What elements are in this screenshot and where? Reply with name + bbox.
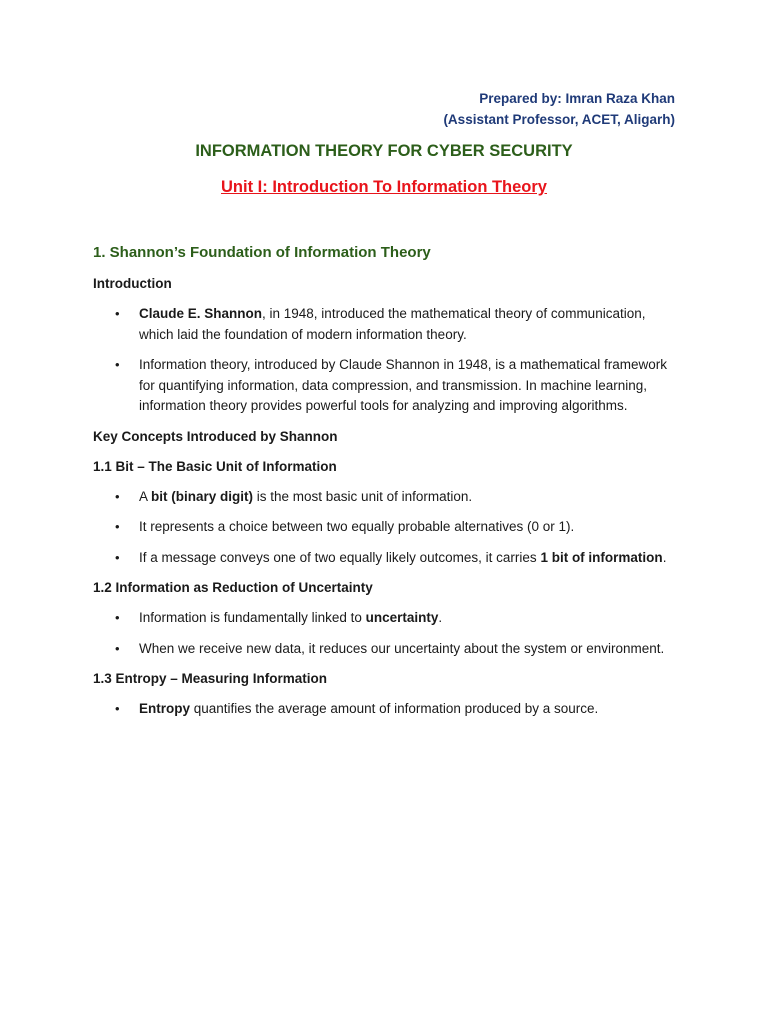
bold-term: 1 bit of information bbox=[540, 549, 663, 565]
bullet-text: quantifies the average amount of information produced by a source. bbox=[190, 701, 599, 716]
list-item bbox=[93, 355, 678, 417]
unit-title: Unit I: Introduction To Information Theory bbox=[221, 178, 547, 196]
list-item bbox=[93, 304, 678, 345]
bullet-text: , in 1948, introduced the mathematical theory of communication, which laid the foundation of modern information theory. bbox=[139, 306, 646, 342]
list-item bbox=[93, 608, 678, 629]
bullet-text: Information is fundamentally linked to bbox=[139, 610, 366, 625]
bold-term: Claude E. Shannon bbox=[139, 306, 263, 321]
key-concepts-heading: Key Concepts Introduced by Shannon bbox=[93, 428, 338, 444]
affiliation-line: (Assistant Professor, ACET, Aligarh) bbox=[443, 112, 675, 127]
bullet-text: If a message conveys one of two equally likely outcomes, it carries bbox=[139, 549, 541, 565]
list-item bbox=[93, 487, 678, 508]
bold-term: uncertainty bbox=[365, 610, 439, 625]
bullet-icon: • bbox=[115, 549, 120, 565]
bold-term: Entropy bbox=[139, 701, 191, 716]
bullet-icon: • bbox=[115, 640, 120, 656]
list-item bbox=[93, 699, 678, 720]
bold-term: bit (binary digit) bbox=[151, 488, 254, 504]
subsection-heading-1-3: 1.3 Entropy – Measuring Information bbox=[93, 671, 328, 686]
document-body bbox=[93, 242, 678, 730]
bullet-icon: • bbox=[115, 610, 120, 625]
bullet-icon: • bbox=[115, 306, 120, 321]
prepared-by-line: Prepared by: Imran Raza Khan bbox=[479, 91, 675, 106]
bullet-icon: • bbox=[115, 357, 120, 372]
bullet-icon: • bbox=[115, 488, 120, 504]
list-item bbox=[93, 517, 678, 538]
entropy-bullet-list bbox=[93, 699, 678, 720]
list-item bbox=[93, 548, 678, 569]
bullet-text: It represents a choice between two equally probable alternatives (0 or 1). bbox=[139, 519, 575, 534]
bullet-text: Information theory, introduced by Claude Shannon in 1948, is a mathematical framework for quantifying information, data compression, and transmission. In machine learning, information theory provides powerful tools for analyzing and improving algorithms. bbox=[139, 357, 668, 413]
bit-bullet-list bbox=[93, 487, 678, 569]
bullet-text: A bbox=[139, 488, 152, 504]
bullet-text: . bbox=[438, 610, 443, 625]
bullet-text: is the most basic unit of information. bbox=[253, 488, 473, 504]
intro-bullet-list bbox=[93, 304, 678, 417]
bullet-icon: • bbox=[115, 519, 120, 534]
document-title: INFORMATION THEORY FOR CYBER SECURITY bbox=[195, 142, 573, 160]
subsection-heading-1-2: 1.2 Information as Reduction of Uncertainty bbox=[93, 580, 373, 595]
bullet-icon: • bbox=[115, 701, 120, 716]
subsection-heading-1-1: 1.1 Bit – The Basic Unit of Information bbox=[93, 458, 337, 474]
intro-heading: Introduction bbox=[93, 276, 172, 291]
bullet-text: . bbox=[662, 549, 667, 565]
section-heading: 1. Shannon’s Foundation of Information Theory bbox=[93, 244, 431, 261]
prepared-by-block bbox=[443, 88, 675, 130]
bullet-text: When we receive new data, it reduces our uncertainty about the system or environment. bbox=[139, 640, 665, 656]
uncertainty-bullet-list bbox=[93, 608, 678, 659]
list-item bbox=[93, 639, 678, 660]
